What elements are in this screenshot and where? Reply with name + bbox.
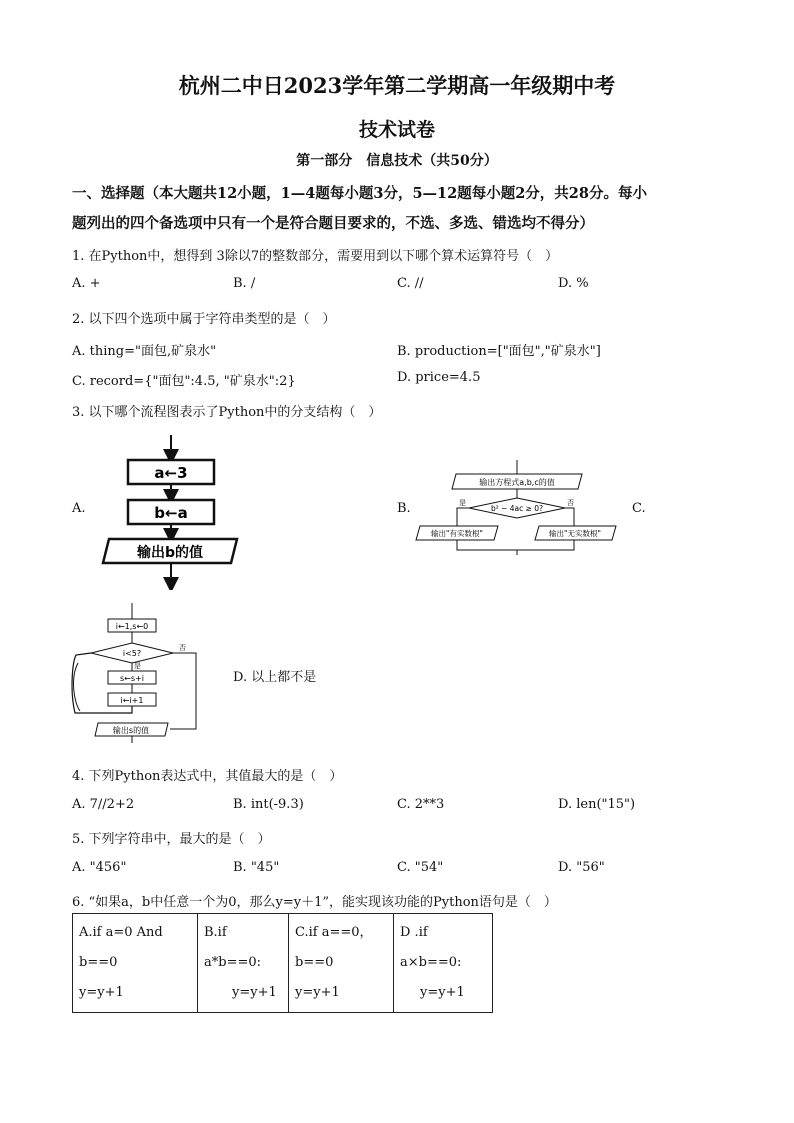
flow-a-box1: a←3 xyxy=(154,464,188,482)
flow-c-yes: 是 xyxy=(134,662,141,670)
flow-b-box1: 输出方程式a,b,c的值 xyxy=(479,478,555,487)
q3-stem: 3. 以下哪个流程图表示了Python中的分支结构（ ） xyxy=(72,405,382,420)
flow-c-cond: i<5? xyxy=(122,649,142,658)
flow-c-out: 输出s的值 xyxy=(112,726,150,735)
flow-b-cond: b² − 4ac ≥ 0? xyxy=(490,504,544,513)
q5-option-b: B. "45" xyxy=(233,860,280,875)
flow-b-right: 输出"无实数根" xyxy=(549,529,601,538)
q1-stem: 1. 在Python中，想得到 3除以7的整数部分，需要用到以下哪个算术运算符号（ ） xyxy=(72,249,559,264)
q4-option-a: A. 7//2+2 xyxy=(72,797,135,812)
flow-c-box3: i←i+1 xyxy=(120,696,144,705)
q1-option-d: D. % xyxy=(558,276,589,291)
flow-c-no: 否 xyxy=(179,644,186,652)
q4-option-c: C. 2**3 xyxy=(397,797,445,812)
q4-stem: 4. 下列Python表达式中，其值最大的是（ ） xyxy=(72,769,343,784)
exam-title: 杭州二中日2023学年第二学期高一年级期中考 xyxy=(178,73,616,98)
flowchart-c xyxy=(70,603,210,743)
flow-c-box2: s←s+i xyxy=(120,674,144,683)
q6-option-b: B.if a*b==0: y=y+1 xyxy=(198,914,289,1013)
flowchart-a xyxy=(95,435,255,590)
q2-option-a: A. thing="面包,矿泉水" xyxy=(72,344,217,359)
q5-option-d: D. "56" xyxy=(558,860,605,875)
q6-option-a: A.if a=0 And b==0 y=y+1 xyxy=(73,914,198,1013)
q2-stem: 2. 以下四个选项中属于字符串类型的是（ ） xyxy=(72,312,336,327)
q1-option-a: A. + xyxy=(72,276,101,291)
q3-option-b: B. xyxy=(397,501,411,516)
q2-option-b: B. production=["面包","矿泉水"] xyxy=(397,344,601,359)
q5-option-a: A. "456" xyxy=(72,860,127,875)
flow-c-box1: i←1,s←0 xyxy=(115,622,149,631)
flow-b-yes: 是 xyxy=(459,499,466,507)
q6-option-c: C.if a==0，b==0 y=y+1 xyxy=(289,914,394,1013)
q1-option-c: C. // xyxy=(397,276,424,291)
q3-option-c: C. xyxy=(632,501,646,516)
flowchart-b xyxy=(412,460,627,555)
flow-b-no: 否 xyxy=(567,499,574,507)
q2-option-c: C. record={"面包":4.5, "矿泉水":2} xyxy=(72,374,296,389)
flow-b-left: 输出"有实数根" xyxy=(431,529,483,538)
flow-a-box2: b←a xyxy=(154,504,188,522)
q4-option-b: B. int(-9.3) xyxy=(233,797,304,812)
q5-option-c: C. "54" xyxy=(397,860,444,875)
q6-option-d: D .if a×b==0: y=y+1 xyxy=(394,914,493,1013)
section-instructions-line2: 题列出的四个备选项中只有一个是符合题目要求的，不选、多选、错选均不得分） xyxy=(72,215,594,232)
q2-option-d: D. price=4.5 xyxy=(397,370,481,385)
q6-stem: 6. “如果a，b中任意一个为0，那么y=y＋1”，能实现该功能的Python语句是（ ） xyxy=(72,895,557,910)
q3-option-a: A. xyxy=(72,501,86,516)
q5-stem: 5. 下列字符串中，最大的是（ ） xyxy=(72,832,271,847)
exam-subtitle: 技术试卷 xyxy=(358,119,435,141)
q3-option-d: D. 以上都不是 xyxy=(233,670,317,685)
section-instructions-line1: 一、选择题（本大题共12小题，1—4题每小题3分，5—12题每小题2分，共28分。每小 xyxy=(72,185,647,202)
q1-option-b: B. / xyxy=(233,276,256,291)
part-heading: 第一部分 信息技术（共50分） xyxy=(296,153,498,169)
q6-options-table xyxy=(72,913,493,1013)
flow-a-box3: 输出b的值 xyxy=(136,545,204,561)
q4-option-d: D. len("15") xyxy=(558,797,636,812)
